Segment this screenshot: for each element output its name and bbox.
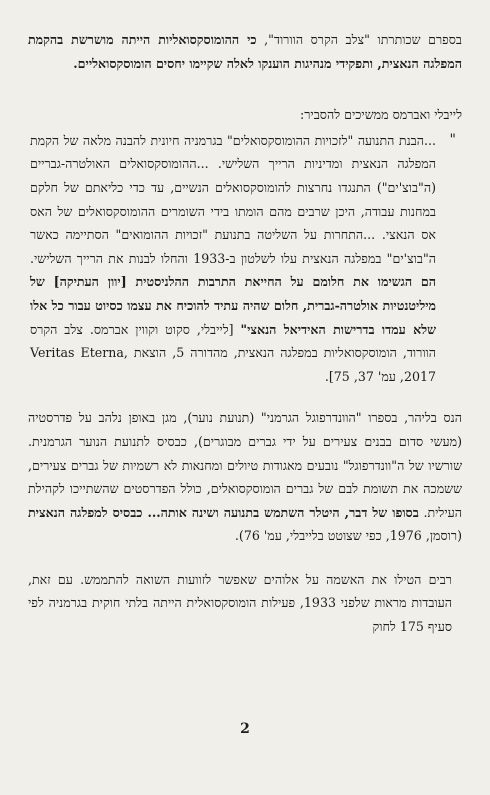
intro-bold-text: כי ההומוסקסואליות הייתה מושרשת בהקמת המפלגה הנאצית, ותפקידי מנהיגות הוענקו לאלה שקיימו יחסים הומוסקסואליים. — [28, 32, 462, 71]
quote-intro-label: לייבלי ואברמס ממשיכים להסביר: — [300, 107, 462, 123]
quote-citation: [לייבלי, סקוט וקווין אברמס. צלב הקרס הוורוד, הומוסקסואליות במפלגה הנאצית, מהדורה — [30, 321, 437, 361]
quote-text: ...הבנת התנועה "לזכויות ההומוסקסואלים" בגרמניה חיונית להבנה מלאה של הקמת המפלגה הנאצית ומדיניות הרייך השלישי. ...ההומוסקסואלים האולטרה-גבריים (ה"בוצ'ים") התנגדו נחרצות להומוסקסואלים הנשיים, עד כדי כליאתם של חלקם במחנות עבודה, היכן שרבים מהם הומתו בידי השומרים ההומוסקסואלים של האס אס הנאצי. ...התחרות על השליטה בתנועת "זכויות ההומואים" הסתיימה כאשר ה"בוצ'ים" במפלגה הנאצית עלו לשלטון ב-1933 והחלו לבנות את הרייך השלישי. — [30, 132, 437, 266]
closing-paragraph: רבים הטילו את האשמה על אלוהים שאפשר לזוועות השואה להתממש. עם זאת, העובדות מראות שלפני 1933, פעילות הומוסקסואלית הייתה בלתי חוקית בגרמניה לפי סעיף 175 לחוק — [28, 571, 453, 635]
quote-body — [30, 129, 436, 389]
blueher-paragraph — [28, 406, 462, 548]
intro-paragraph — [28, 28, 462, 75]
quote-bold-text: הם הגשימו את חלומם על החייאת התרבות ההלניסטית [יוון העתיקה] של מיליטנטיות אולטרה-גברית, חלום שהיה עתיד להוכיח את עצמו כסיוט עבור כל אלו שלא עמדו בדרישות האידיאל הנאצי" — [30, 274, 436, 337]
blueher-text: הנס בליהר, בספרו "הוונדרפוגל הגרמני" (תנועת נוער), מגן באופן נלהב על פדרסטיה (מעשי סדום בבנים צעירים על ידי גברים מבוגרים), כבסיס לתנועת הנוער הגרמנית. שורשיו של ה"וונדרפוגל" נובעים מאגודות טיולים ומחנאות לא רשמיות של גברים צעירים, ששמכה את תשומת לבם של גברים הומוסקסואלים, כולל הפדרסטים שהשתייכו לקהילת העילית. — [28, 410, 462, 520]
blueher-bold-text: בסופו של דבר, היטלר השתמש בתנועה ושינה אותה... כבסיס למפלגה הנאצית — [28, 504, 419, 520]
quote-citation-publisher: , הוצאת Veritas Eterna, 2017, עמ' 37, 75]. — [30, 345, 436, 384]
intro-text: בספרם שכותרתו "צלב הקרס הוורוד", — [256, 32, 462, 47]
quote-open-mark: " — [449, 131, 456, 148]
page-number: 2 — [240, 721, 250, 737]
quote-citation-edition: 5 — [176, 345, 185, 361]
block-quote — [28, 129, 462, 389]
blueher-citation: (רוסמן, 1976, כפי שצוטט בלייבלי, עמ' 76). — [234, 528, 462, 544]
